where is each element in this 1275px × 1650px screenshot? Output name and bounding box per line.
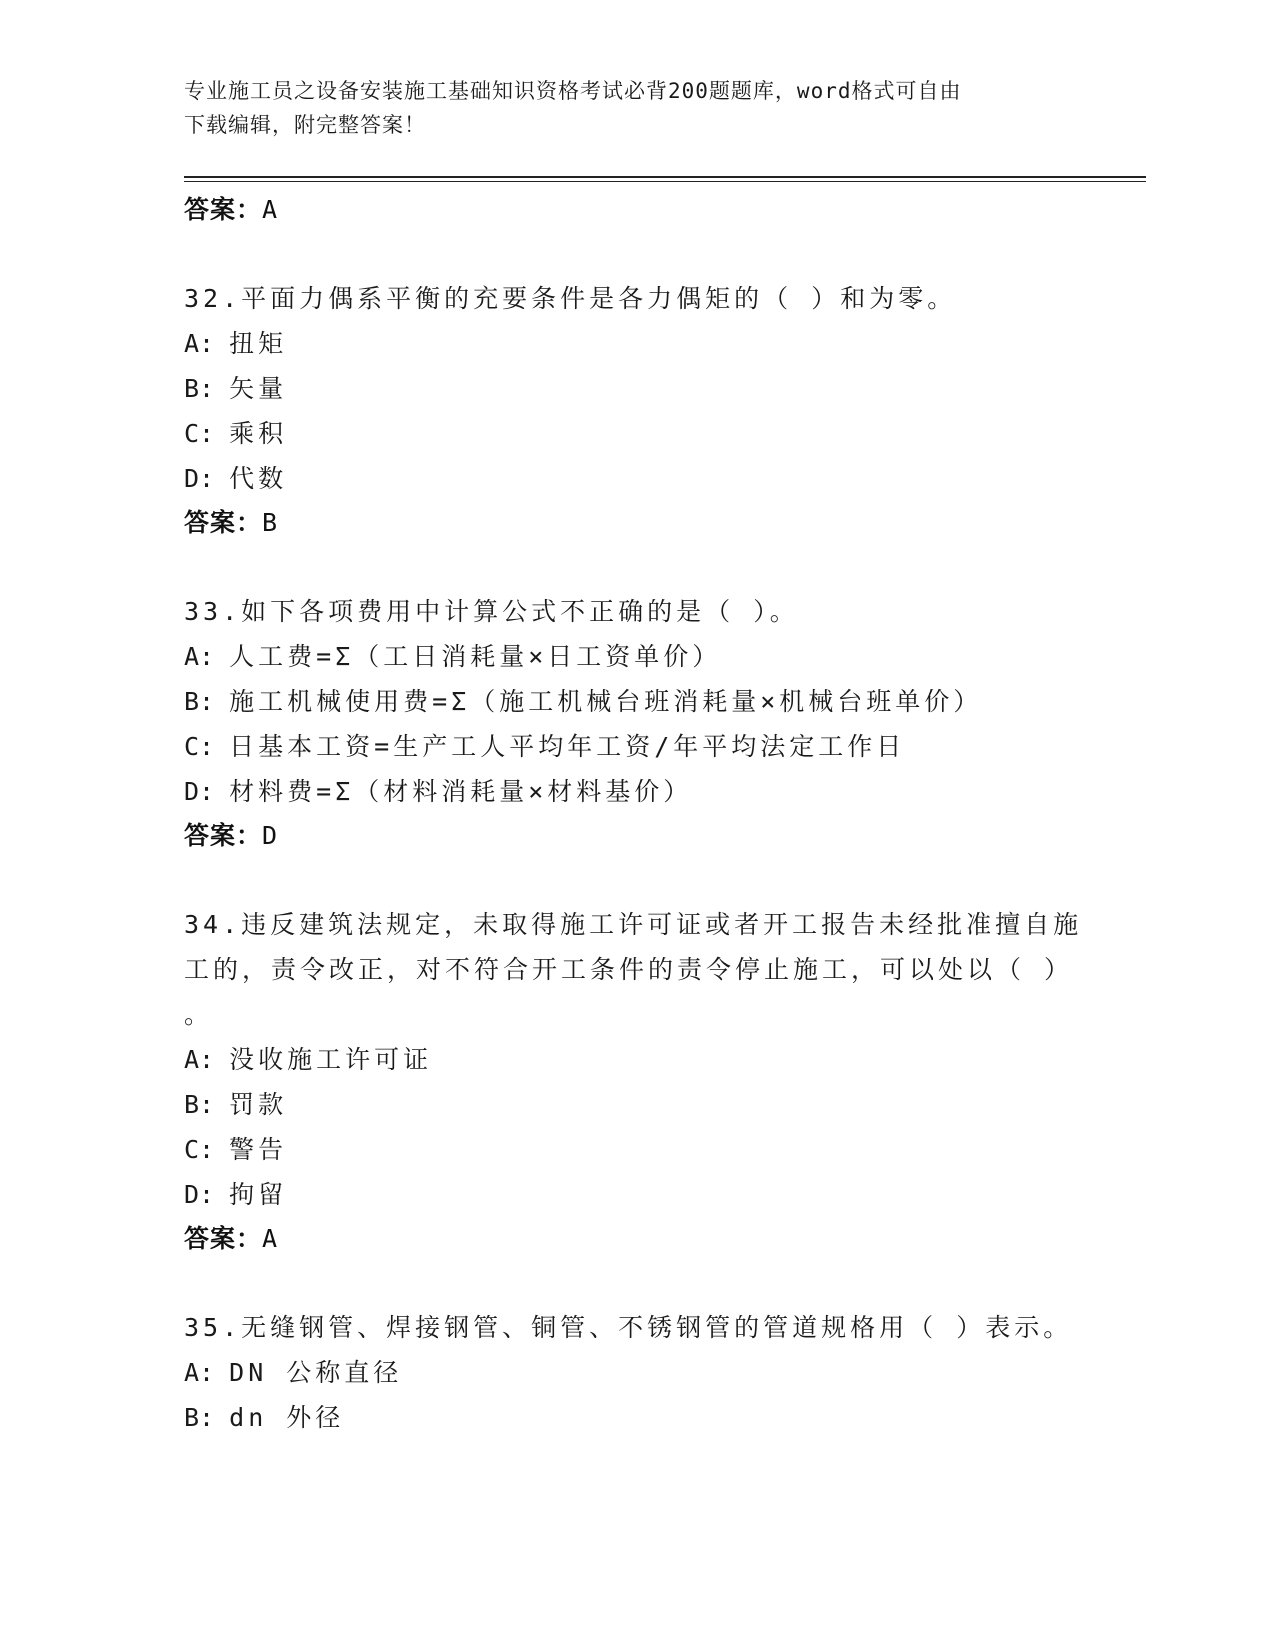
question-35-option-b: B: dn 外径 — [184, 1403, 345, 1432]
answer-33: 答案：D — [184, 821, 279, 850]
question-34-option-a: A: 没收施工许可证 — [184, 1045, 433, 1074]
question-34-stem-line-2: 工的，责令改正，对不符合开工条件的责令停止施工，可以处以（ ） — [184, 955, 1074, 984]
question-34-stem-line-3: 。 — [184, 1000, 214, 1029]
question-32-option-c: C: 乘积 — [184, 419, 288, 448]
question-32-option-b: B: 矢量 — [184, 374, 288, 403]
answer-32: 答案：B — [184, 508, 279, 537]
question-33-option-d: D: 材料费=Σ（材料消耗量×材料基价） — [184, 777, 693, 806]
header-rule — [184, 176, 1146, 178]
header-line-1: 专业施工员之设备安装施工基础知识资格考试必背200题题库，word格式可自由 — [184, 79, 962, 103]
question-34-option-d: D: 拘留 — [184, 1180, 288, 1209]
question-33-stem: 33.如下各项费用中计算公式不正确的是（ ）。 — [184, 597, 799, 626]
question-32-option-a: A: 扭矩 — [184, 329, 288, 358]
question-34-option-c: C: 警告 — [184, 1135, 288, 1164]
question-33-option-c: C: 日基本工资=生产工人平均年工资/年平均法定工作日 — [184, 732, 906, 761]
header-line-2: 下载编辑，附完整答案！ — [184, 113, 426, 137]
question-34-option-b: B: 罚款 — [184, 1090, 288, 1119]
document-header — [184, 74, 1064, 142]
question-33-option-a: A: 人工费=Σ（工日消耗量×日工资单价） — [184, 642, 722, 671]
question-32-stem: 32.平面力偶系平衡的充要条件是各力偶矩的（ ）和为零。 — [184, 284, 957, 313]
question-33-option-b: B: 施工机械使用费=Σ（施工机械台班消耗量×机械台班单价） — [184, 687, 983, 716]
answer-34: 答案：A — [184, 1224, 279, 1253]
question-34-stem — [184, 902, 1084, 1037]
question-35-option-a: A: DN 公称直径 — [184, 1358, 403, 1387]
answer-31: 答案：A — [184, 195, 279, 224]
question-list — [184, 188, 1084, 1440]
question-32-option-d: D: 代数 — [184, 464, 288, 493]
header-rule-thin — [184, 181, 1146, 182]
question-35-stem: 35.无缝钢管、焊接钢管、铜管、不锈钢管的管道规格用（ ）表示。 — [184, 1313, 1073, 1342]
question-34-stem-line-1: 34.违反建筑法规定，未取得施工许可证或者开工报告未经批准擅自施 — [184, 910, 1083, 939]
